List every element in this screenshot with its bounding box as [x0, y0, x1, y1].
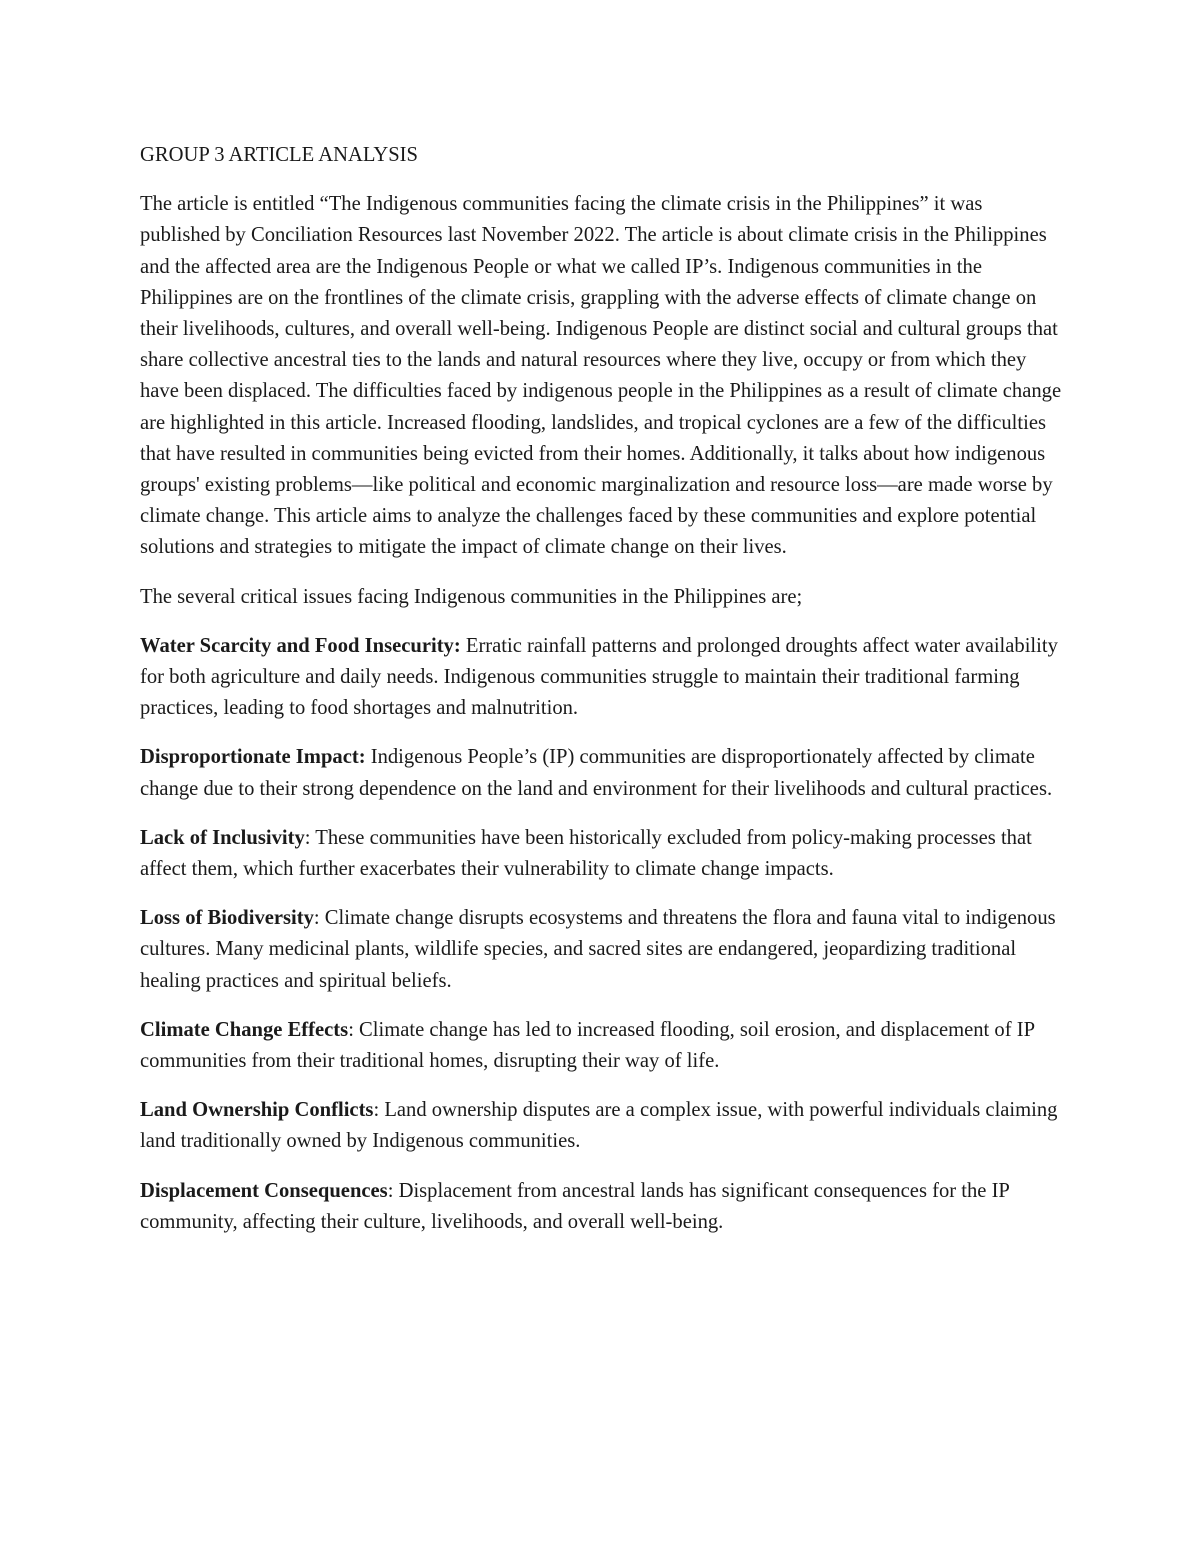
document-page	[140, 140, 1065, 1256]
issue-text: : Displacement from ancestral lands has significant consequences for the IP community, affecting their culture, livelihoods, and overall well-being.	[140, 1179, 1010, 1233]
issue-paragraph	[140, 1015, 1065, 1077]
issues-lead-paragraph: The several critical issues facing Indigenous communities in the Philippines are;	[140, 585, 803, 608]
document-title: GROUP 3 ARTICLE ANALYSIS	[140, 144, 418, 166]
issue-paragraph	[140, 1176, 1065, 1238]
issue-term: Lack of Inclusivity	[140, 826, 305, 849]
issue-paragraph	[140, 631, 1065, 725]
issue-term: Water Scarcity and Food Insecurity:	[140, 634, 461, 657]
issue-text: : Climate change has led to increased flooding, soil erosion, and displacement of IP communities from their traditional homes, disrupting their way of life.	[140, 1018, 1035, 1073]
issue-paragraph	[140, 823, 1065, 885]
intro-paragraph: The article is entitled “The Indigenous communities facing the climate crisis in the Philippines” it was published by Conciliation Resources last November 2022. The article is about climate crisis in the Philippines and the affected area are the Indigenous People or what we called IP’s. Indigenous communities in the Philippines are on the frontlines of the climate crisis, grappling with the adverse effects of climate change on their livelihoods, cultures, and overall well-being. Indigenous People are distinct social and cultural groups that share collective ancestral ties to the lands and natural resources where they live, occupy or from which they have been displaced. The difficulties faced by indigenous people in the Philippines as a result of climate change are highlighted in this article. Increased flooding, landslides, and tropical cyclones are a few of the difficulties that have resulted in communities being evicted from their homes. Additionally, it talks about how indigenous groups' existing problems—like political and economic marginalization and resource loss—are made worse by climate change. This article aims to analyze the challenges faced by these communities and explore potential solutions and strategies to mitigate the impact of climate change on their lives.	[140, 193, 1062, 559]
issue-term: Loss of Biodiversity	[140, 907, 314, 930]
issue-text: : Land ownership disputes are a complex issue, with powerful individuals claiming land traditionally owned by Indigenous communities.	[140, 1099, 1058, 1153]
issue-term: Disproportionate Impact:	[140, 746, 366, 769]
issue-paragraph	[140, 903, 1065, 997]
issue-paragraph	[140, 1095, 1065, 1157]
issue-text: Indigenous People’s (IP) communities are disproportionately affected by climate change due to their strong dependence on the land and environment for their livelihoods and cultural practices.	[140, 746, 1053, 800]
issue-term: Climate Change Effects	[140, 1018, 349, 1041]
issue-paragraph	[140, 742, 1065, 804]
issue-text: : These communities have been historically excluded from policy-making processes that affect them, which further exacerbates their vulnerability to climate change impacts.	[140, 826, 1032, 881]
issue-text: Erratic rainfall patterns and prolonged droughts affect water availability for both agriculture and daily needs. Indigenous communities struggle to maintain their traditional farming practices, leading to food shortages and malnutrition.	[140, 634, 1058, 720]
issue-term: Land Ownership Conflicts	[140, 1099, 374, 1122]
issue-term: Displacement Consequences	[140, 1179, 388, 1202]
issue-text: : Climate change disrupts ecosystems and threatens the flora and fauna vital to indigenous cultures. Many medicinal plants, wildlife species, and sacred sites are endangered, jeopardizing traditional healing practices and spiritual beliefs.	[140, 907, 1056, 992]
